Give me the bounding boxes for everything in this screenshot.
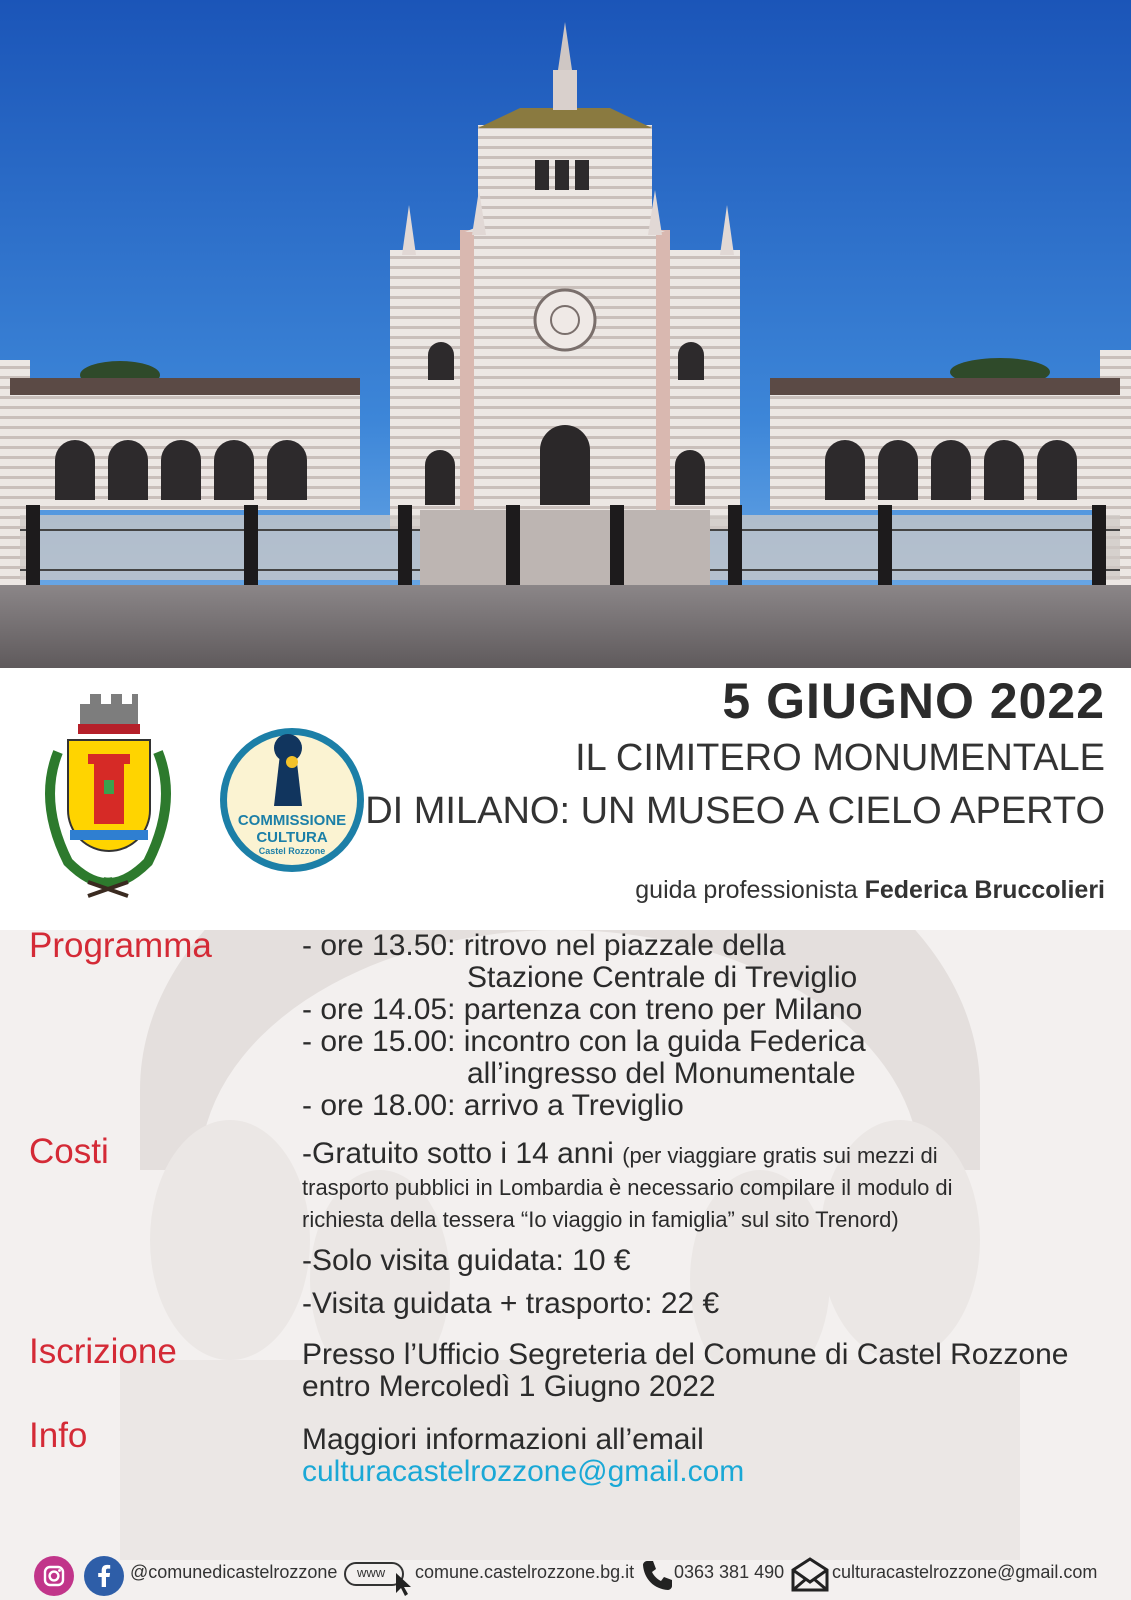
- programma-line-6: - ore 18.00: arrivo a Treviglio: [302, 1089, 684, 1122]
- event-title-line1: IL CIMITERO MONUMENTALE: [575, 737, 1105, 779]
- commissione-label-1: COMMISSIONE: [237, 812, 347, 829]
- costi-label: Costi: [29, 1132, 109, 1171]
- facebook-icon[interactable]: [84, 1556, 124, 1596]
- costi-gratuito: [302, 1138, 938, 1171]
- commissione-label-3: Castel Rozzone: [258, 846, 326, 856]
- info-label: Info: [29, 1416, 88, 1455]
- iscrizione-line-2: entro Mercoledì 1 Giugno 2022: [302, 1370, 716, 1403]
- comune-crest-logo: [28, 692, 188, 902]
- iscrizione-label: Iscrizione: [29, 1332, 177, 1371]
- guide-credit: [635, 876, 1105, 905]
- programma-line-4: - ore 15.00: incontro con la guida Federica: [302, 1025, 866, 1058]
- programma-line-3: - ore 14.05: partenza con treno per Milano: [302, 993, 863, 1026]
- guide-name: Federica Bruccolieri: [864, 876, 1105, 904]
- hero-photo-monumentale: [0, 0, 1131, 668]
- info-line-1: Maggiori informazioni all’email: [302, 1423, 704, 1456]
- costi-note-line-1: (per viaggiare gratis sui mezzi di: [622, 1143, 938, 1168]
- guide-prefix: guida professionista: [635, 876, 858, 904]
- footer-website-link[interactable]: comune.castelrozzone.bg.it: [415, 1562, 635, 1582]
- programma-line-2: Stazione Centrale di Treviglio: [467, 961, 858, 994]
- event-title-line2: DI MILANO: UN MUSEO A CIELO APERTO: [365, 790, 1105, 832]
- commissione-label-2: CULTURA: [256, 829, 328, 846]
- phone-icon: [640, 1558, 674, 1594]
- footer-email-link[interactable]: culturacastelrozzone@gmail.com: [832, 1562, 1098, 1582]
- costi-solo-visita: -Solo visita guidata: 10 €: [302, 1244, 631, 1277]
- programma-line-1: - ore 13.50: ritrovo nel piazzale della: [302, 930, 786, 962]
- programma-line-5: all’ingresso del Monumentale: [467, 1057, 856, 1090]
- envelope-icon: [790, 1556, 830, 1594]
- costi-gratuito-text: -Gratuito sotto i 14 anni: [302, 1137, 614, 1170]
- event-date: 5 GIUGNO 2022: [722, 673, 1105, 729]
- footer-social-handle[interactable]: @comunedicastelrozzone: [130, 1562, 338, 1582]
- www-label: www: [357, 1565, 386, 1580]
- programma-label: Programma: [29, 930, 212, 965]
- details-section: [0, 930, 1131, 1600]
- instagram-icon[interactable]: [34, 1556, 74, 1596]
- costi-note-line-2: trasporto pubblici in Lombardia è necessario compilare il modulo di: [302, 1175, 953, 1200]
- costi-note-line-3: richiesta della tessera “Io viaggio in famiglia” sul sito Trenord): [302, 1207, 899, 1232]
- footer-phone[interactable]: 0363 381 490: [674, 1562, 785, 1582]
- info-email-link[interactable]: culturacastelrozzone@gmail.com: [302, 1455, 745, 1488]
- costi-visita-trasporto: -Visita guidata + trasporto: 22 €: [302, 1287, 720, 1320]
- iscrizione-line-1: Presso l’Ufficio Segreteria del Comune di Castel Rozzone: [302, 1338, 1069, 1371]
